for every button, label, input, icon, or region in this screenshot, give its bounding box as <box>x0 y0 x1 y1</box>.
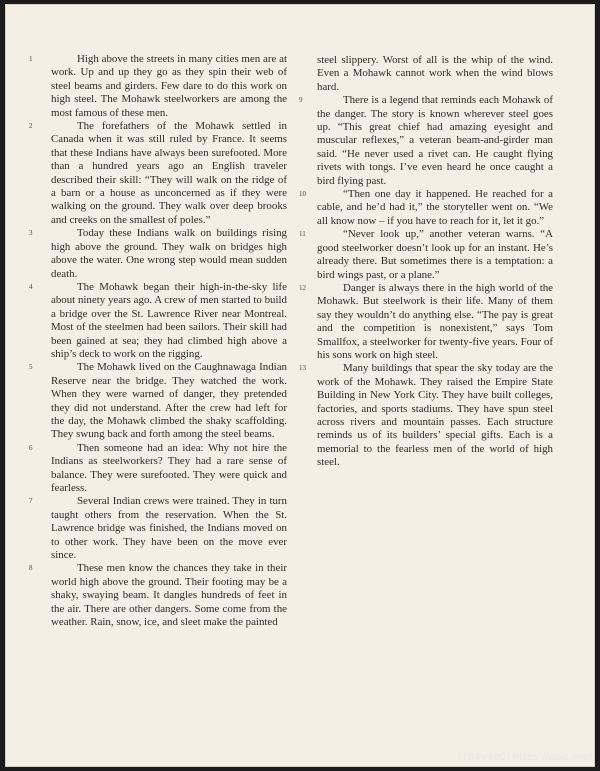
paragraph <box>29 280 287 361</box>
paragraph <box>29 495 287 562</box>
paragraph-number: 2 <box>29 122 33 131</box>
paragraph-text: Several Indian crews were trained. They in turn taught others from the reservation. When the St. Lawrence bridge was finished, the Indians moved on to other work. They have been on the move ever since. <box>51 495 287 562</box>
paragraph-number: 8 <box>29 564 33 573</box>
paragraph-number: 7 <box>29 497 33 506</box>
paragraph-number: 5 <box>29 363 33 372</box>
paragraph-text: “Then one day it happened. He reached for a cable, and he’d had it,” the storyteller went on. “We all know now – if you have to reach for it, let it go.” <box>317 188 553 227</box>
right-column <box>299 54 553 470</box>
paragraph-text: “Never look up,” another veteran warns. “A good steelworker doesn’t look up for an instant. He’s already there. But sometimes there is a temptation: a bird wings past, or a plane.” <box>317 228 553 281</box>
paragraph-text: Many buildings that spear the sky today are the work of the Mohawk. They raised the Empire State Building in New York City. They have built colleges, factories, and sports stadiums. They have spun steel across rivers and mountain passes. Each structure reminds us of its builders’ special gifts. Each is a memorial to the fearless men of the world of high steel. <box>317 362 553 469</box>
paragraph-number: 6 <box>29 443 33 452</box>
paragraph <box>29 361 287 441</box>
paragraph-text: High above the streets in many cities men are at work. Up and up they go as they spin their web of steel beams and girders. Few dare to do this work on high steel. The Mohawk steelworkers are among the most famous of these men. <box>51 53 287 119</box>
paragraph-number: 10 <box>299 190 306 199</box>
paragraph <box>299 281 553 362</box>
paragraph <box>317 54 553 94</box>
paragraph <box>299 228 553 282</box>
paragraph <box>29 53 287 120</box>
paragraph-number: 12 <box>299 283 306 292</box>
paragraph <box>29 120 287 227</box>
paragraph-text: steel slippery. Worst of all is the whip of the wind. Even a Mohawk cannot work when the wind blows hard. <box>317 54 553 93</box>
paragraph-number: 1 <box>29 55 33 63</box>
paragraph-number: 13 <box>299 364 306 373</box>
paragraph-number: 3 <box>29 229 33 238</box>
paragraph <box>29 227 287 281</box>
watermark-text: [764x960] https://upic.me/ <box>457 752 592 763</box>
document-page <box>5 4 595 767</box>
paragraph <box>29 562 287 629</box>
paragraph <box>29 441 287 496</box>
paragraph-text: There is a legend that reminds each Mohawk of the danger. The story is known wherever steel goes up. “This great chief had amazing eyesight and muscular reflexes,” a veteran beam-and-girder man said. “He never used a rivet can. He caught flying rivets with tongs. I’ve even heard he once caught a bird flying past. <box>317 94 553 187</box>
paragraph <box>299 362 553 469</box>
paragraph-number: 11 <box>299 230 306 239</box>
paragraph-number: 4 <box>29 282 33 291</box>
paragraph <box>299 94 553 188</box>
paragraph-text: The forefathers of the Mohawk settled in Canada when it was still ruled by France. It seems that these Indians have always been surefooted. More than a hundred years ago an English traveler described their skill: “They will walk on the ridge of a barn or a house as unconcerned as if they were walking on the ground. They walk over deep brooks and creeks on the smallest of poles.” <box>51 120 287 226</box>
paragraph-text: The Mohawk began their high-in-the-sky life about ninety years ago. A crew of men started to build a bridge over the St. Lawrence River near Montreal. Most of the steelmen had been sailors. Their skill had been gained at sea; they had climbed high above a ship’s deck to work on the rigging. <box>51 280 287 360</box>
paragraph-text: Danger is always there in the high world of the Mohawk. But steelwork is their life. Many of them say they wouldn’t do anything else. “The pay is great and the competition is nonexistent,” says Tom Smallfox, a steelworker for twenty-five years. Four of his sons work on high steel. <box>317 281 553 361</box>
paragraph-text: Today these Indians walk on buildings rising high above the ground. They walk on bridges high above the water. One wrong step would mean sudden death. <box>51 227 287 280</box>
paragraph-text: Then someone had an idea: Why not hire the Indians as steelworkers? They had a rare sense of balance. They were surefooted. They were quick and fearless. <box>51 441 287 494</box>
paragraph-text: These men know the chances they take in their world high above the ground. Their footing may be a shaky, swaying beam. It dangles hundreds of feet in the air. There are other dangers. Some come from the weather. Rain, snow, ice, and sleet make the painted <box>51 562 287 629</box>
paragraph-text: The Mohawk lived on the Caughnawaga Indian Reserve near the bridge. They watched the work. When they were warned of danger, they pretended they did not understand. After the crew had left for the day, the Mohawk climbed the shaky scaffolding. They swung back and forth among the steel beams. <box>51 361 287 441</box>
paragraph-number: 9 <box>299 96 303 105</box>
paragraph <box>299 188 553 228</box>
left-column <box>29 53 287 629</box>
